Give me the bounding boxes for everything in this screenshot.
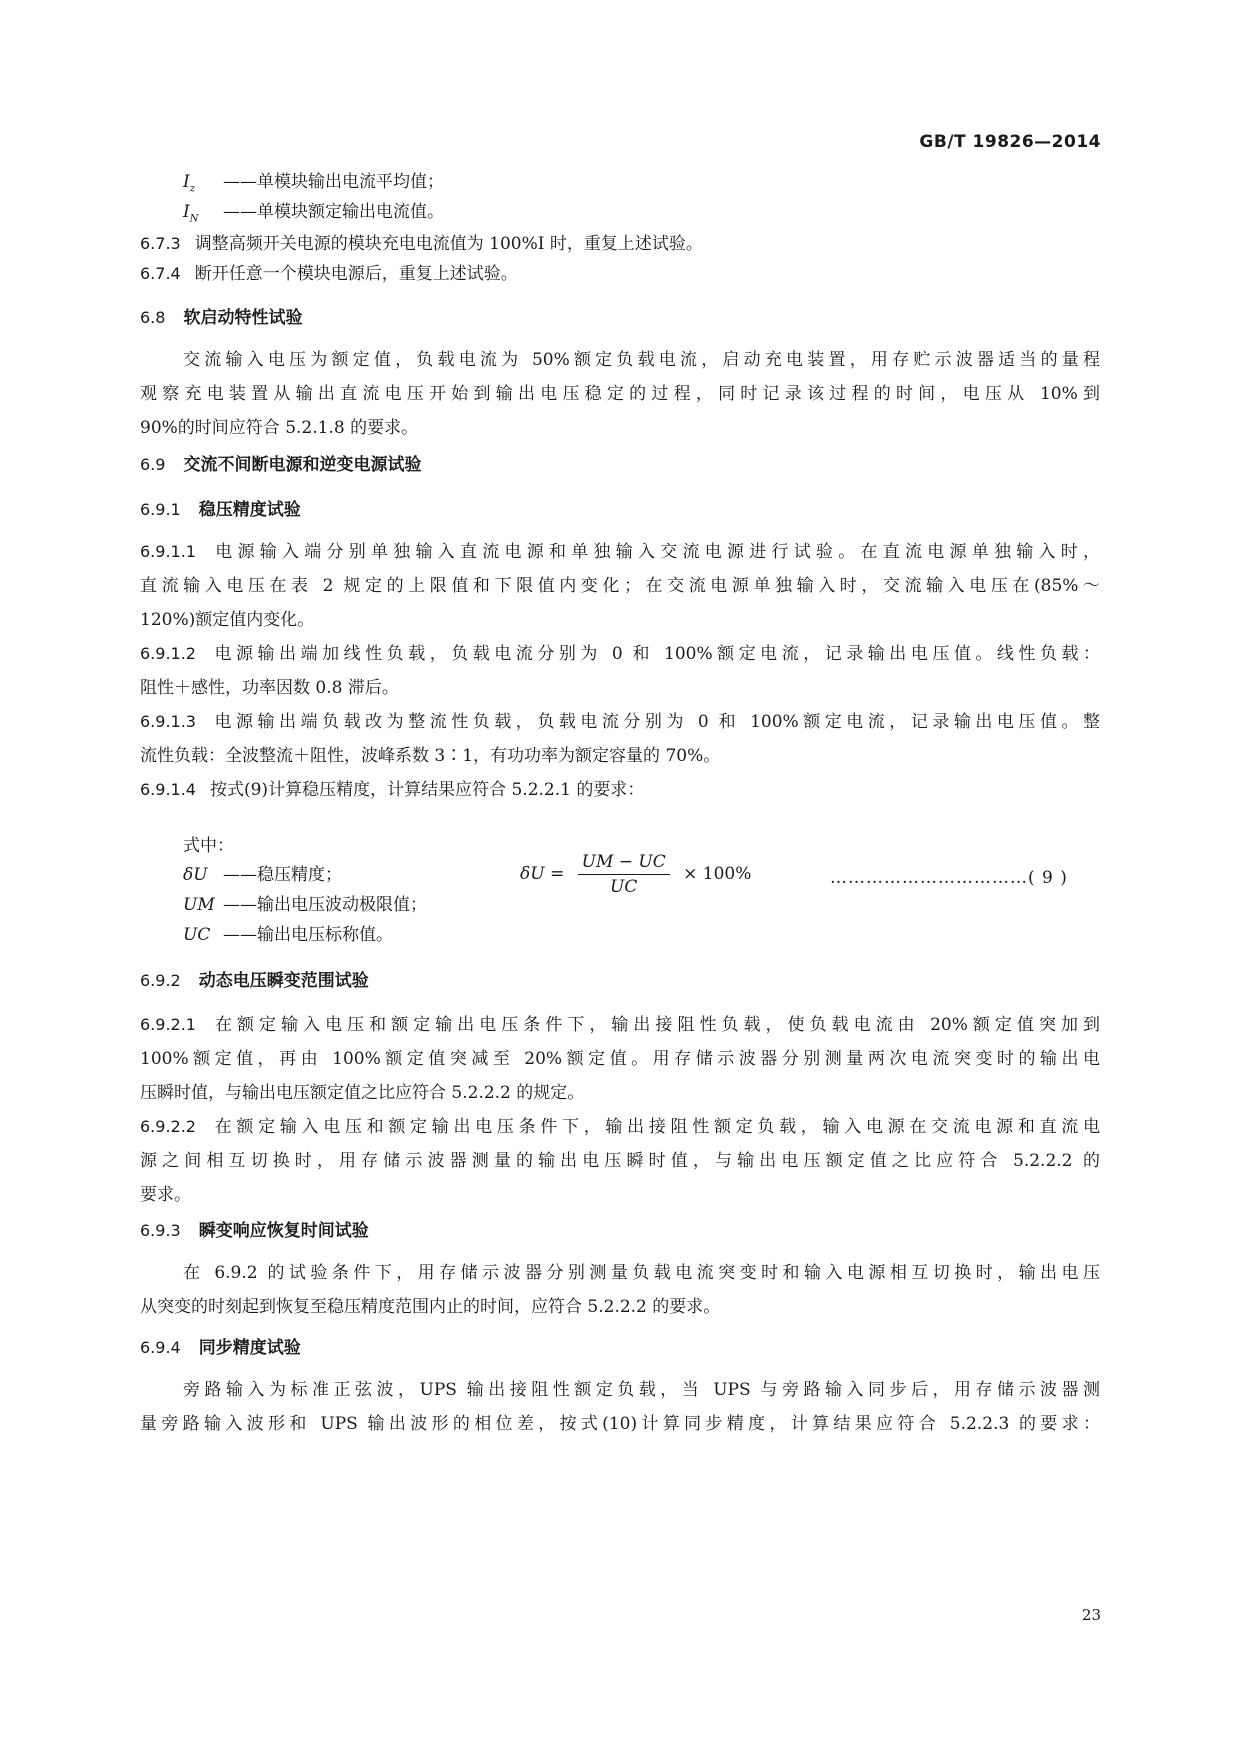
heading-6-9-1: 6.9.1 稳压精度试验 (140, 500, 301, 520)
heading-6-9-3: 6.9.3 瞬变响应恢复时间试验 (140, 1221, 369, 1241)
clause-6-9-1-1: 6.9.1.1 电源输入端分别单独输入直流电源和单独输入交流电源进行试验。在直流电源单独输入时， 直流输入电压在表 2 规定的上限值和下限值内变化；在交流电源单独输入时，交流输入电压在(85%～ 120%)额定值内变化。 (140, 542, 1100, 630)
heading-6-8: 6.8 软启动特性试验 (140, 308, 303, 328)
symbol: $I_N$ (183, 202, 199, 225)
clause-6-9-1-2: 6.9.1.2 电源输出端加线性负载，负载电流分别为 0 和 100%额定电流，记录输出电压值。线性负载： 阻性＋感性，功率因数 0.8 滞后。 (140, 644, 1100, 698)
page-number: 23 (1081, 1606, 1101, 1624)
clause-6-9-2-2: 6.9.2.2 在额定输入电压和额定输出电压条件下，输出接阻性额定负载，输入电源在交流电源和直流电 源之间相互切换时，用存储示波器测量的输出电压瞬时值，与输出电压额定值之比应符合 5.2.2.2 的 要求。 (140, 1117, 1100, 1205)
definition-item: UM ——输出电压波动极限值； (183, 895, 427, 915)
definition-item: $I_N$ ——单模块额定输出电流值。 (183, 197, 444, 234)
clause-6-9-1-3: 6.9.1.3 电源输出端负载改为整流性负载，负载电流分别为 0 和 100%额定电流，记录输出电压值。整 流性负载：全波整流＋阻性，波峰系数 3∶1，有功功率为额定容量的 70%。 (140, 712, 1100, 766)
symbol: $I_z$ (183, 172, 195, 195)
definition-item: UC ——输出电压标称值。 (183, 925, 393, 945)
equation-number: ……………………………( 9 ) (830, 868, 1068, 888)
heading-6-9-4: 6.9.4 同步精度试验 (140, 1338, 301, 1358)
where-heading: 式中： (183, 836, 234, 856)
definition-item: $I_z$ ——单模块输出电流平均值； (183, 167, 444, 204)
fraction: $\frac{UM - UC}{UC}$ (578, 852, 670, 897)
clause-6-7-4: 6.7.4 断开任意一个模块电源后，重复上述试验。 (140, 264, 518, 284)
standard-code: GB/T 19826—2014 (919, 132, 1101, 152)
heading-6-9-2: 6.9.2 动态电压瞬变范围试验 (140, 971, 369, 991)
clause-6-9-1-4: 6.9.1.4 按式(9)计算稳压精度，计算结果应符合 5.2.2.1 的要求： (140, 780, 645, 800)
paragraph-6-9-3: 在 6.9.2 的试验条件下，用存储示波器分别测量负载电流突变时和输入电源相互切换时，输出电压 从突变的时刻起到恢复至稳压精度范围内止的时间，应符合 5.2.2.2 的要求。 (140, 1263, 1100, 1317)
formula-9: δU = $\frac{UM - UC}{UC}$ × 100% (520, 852, 752, 897)
definition-item: δU ——稳压精度； (183, 865, 342, 885)
paragraph-6-9-4: 旁路输入为标准正弦波，UPS 输出接阻性额定负载，当 UPS 与旁路输入同步后，用存储示波器测 量旁路输入波形和 UPS 输出波形的相位差，按式(10)计算同步精度，计算结果应符合 5.2.2.3 的要求： (140, 1380, 1100, 1434)
heading-6-9: 6.9 交流不间断电源和逆变电源试验 (140, 455, 422, 475)
clause-6-7-3: 6.7.3 调整高频开关电源的模块充电电流值为 100%I 时，重复上述试验。 (140, 234, 703, 254)
paragraph-6-8: 交流输入电压为额定值，负载电流为 50%额定负载电流，启动充电装置，用存贮示波器适当的量程 观察充电装置从输出直流电压开始到输出电压稳定的过程，同时记录该过程的时间，电压从 10%到 90%的时间应符合 5.2.1.8 的要求。 (140, 350, 1100, 438)
clause-6-9-2-1: 6.9.2.1 在额定输入电压和额定输出电压条件下，输出接阻性负载，使负载电流由 20%额定值突加到 100%额定值，再由 100%额定值突减至 20%额定值。用存储示波器分别测量两次电流突变时的输出电 压瞬时值，与输出电压额定值之比应符合 5.2.2.2 的规定。 (140, 1015, 1100, 1103)
